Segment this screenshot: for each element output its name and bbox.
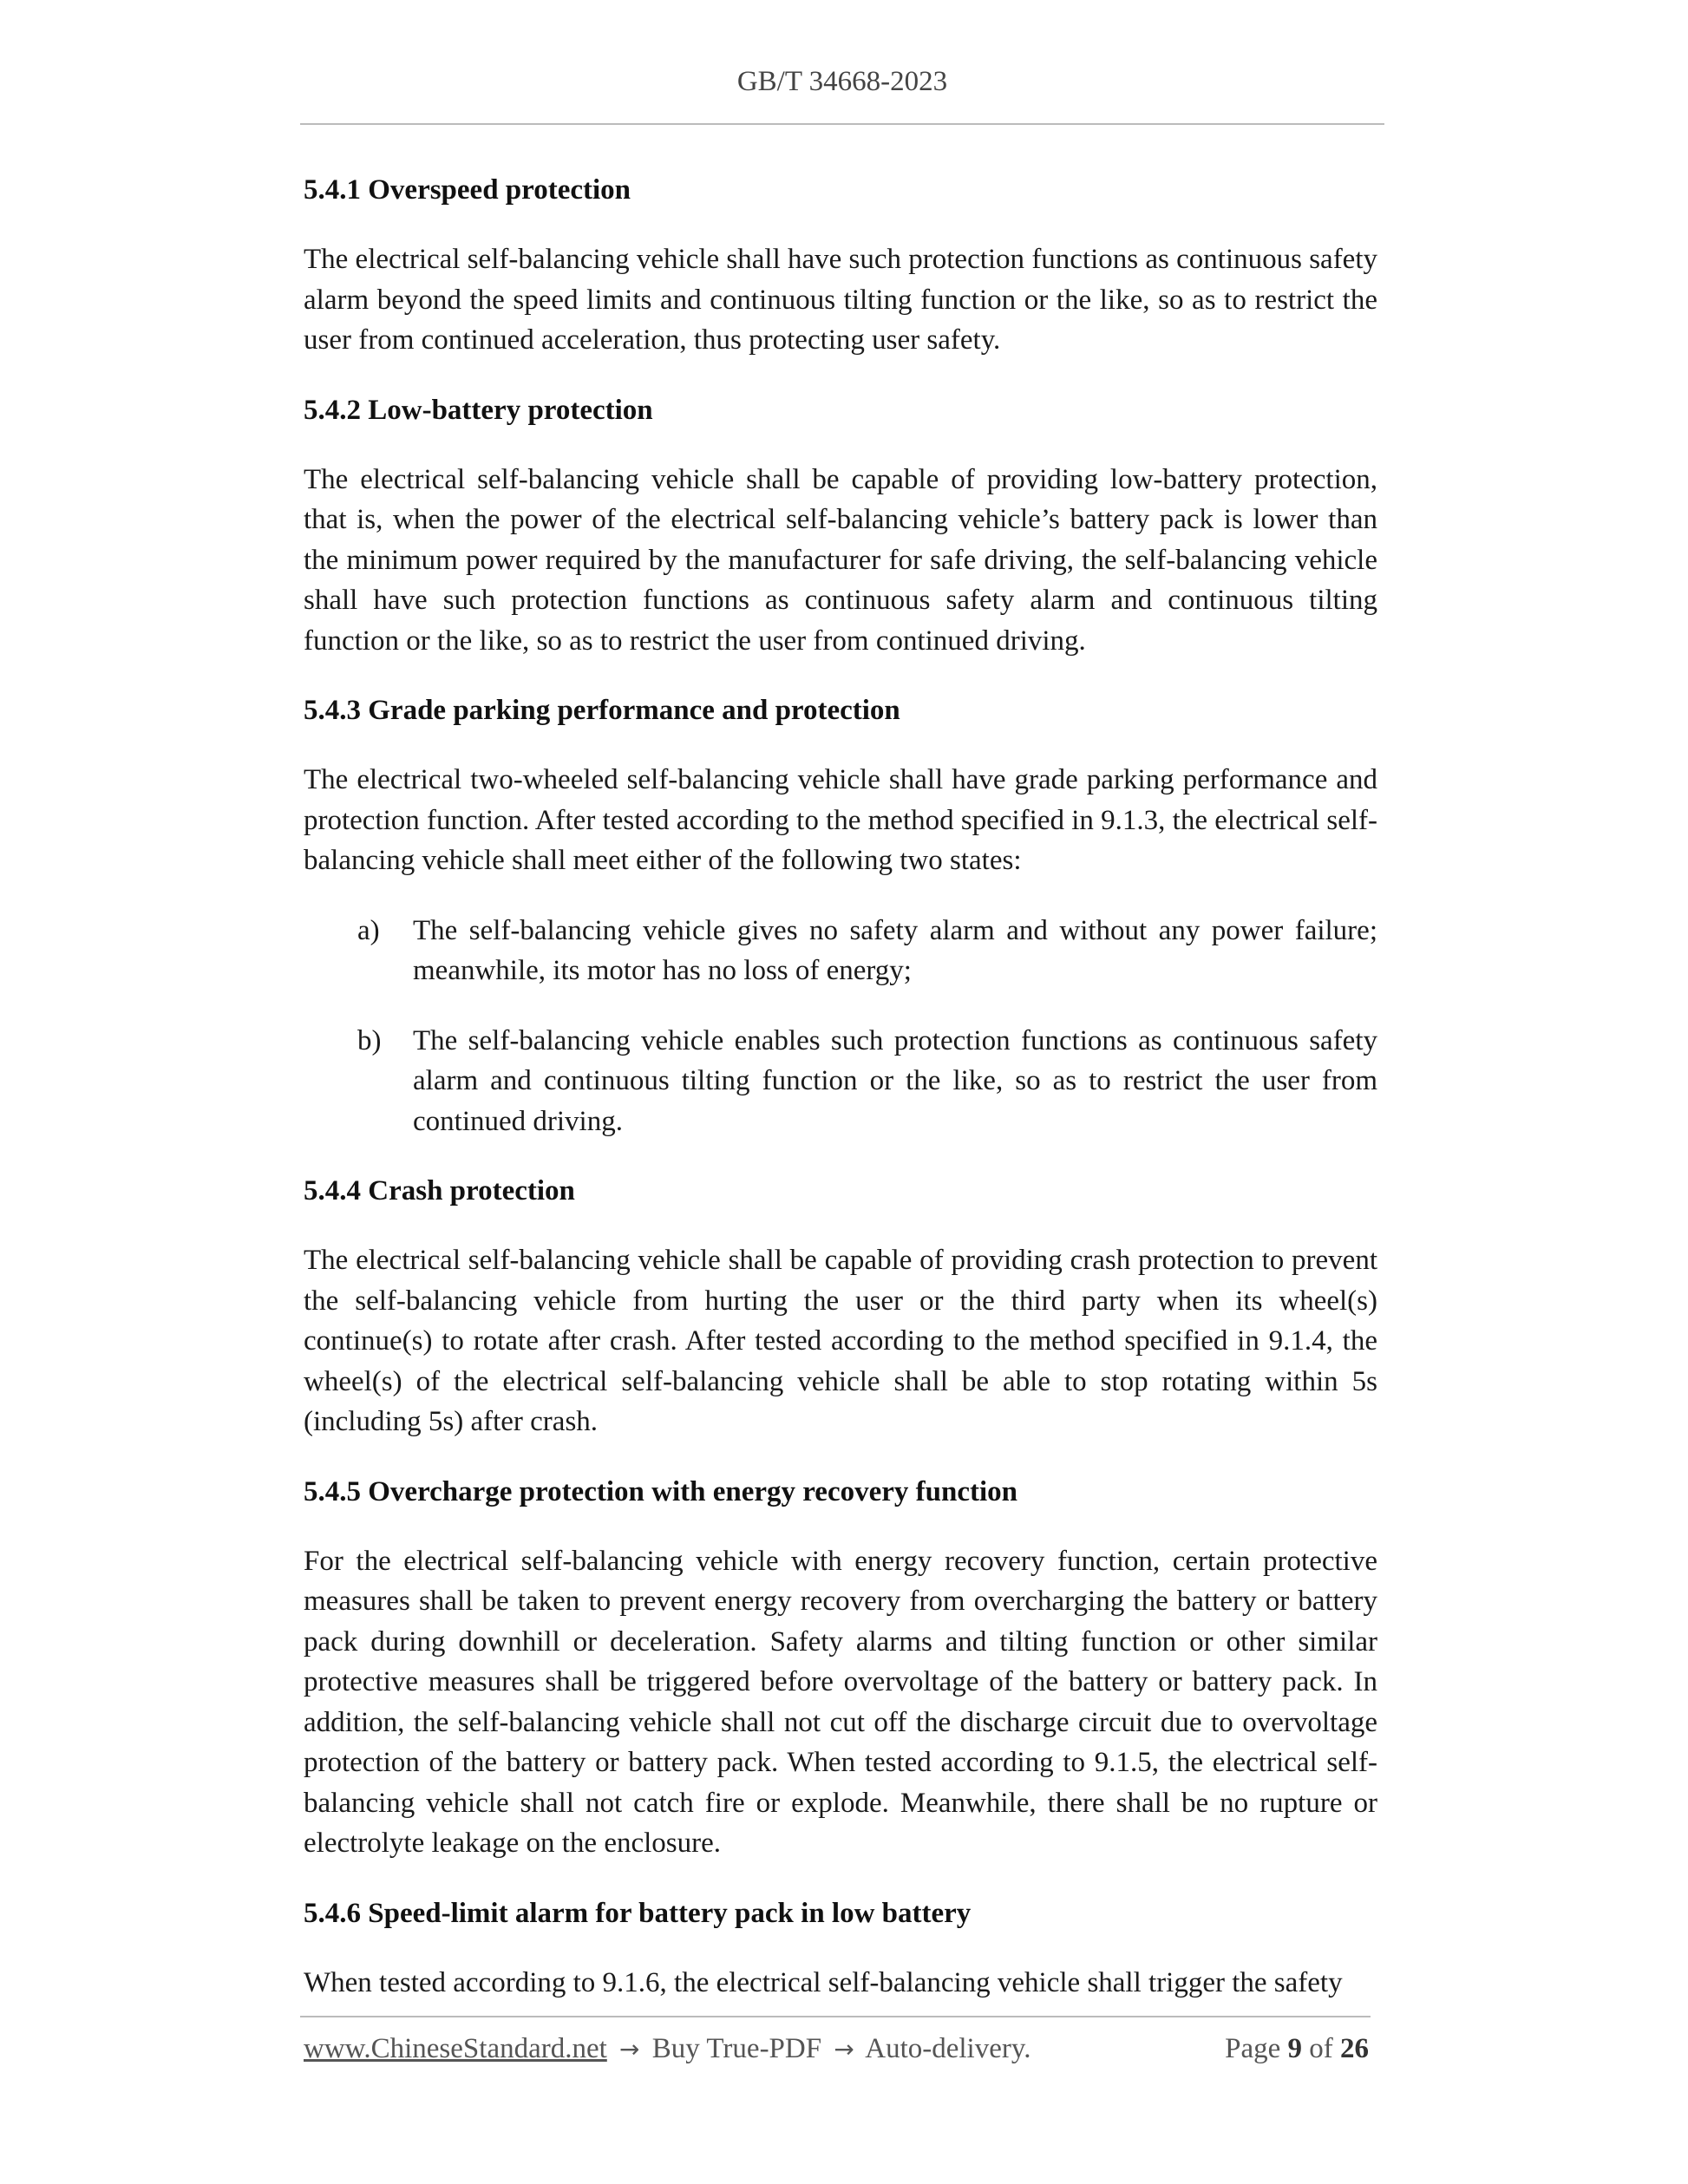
section-heading-5-4-4: 5.4.4 Crash protection xyxy=(304,1175,575,1206)
list-item-text: The self-balancing vehicle enables such protection functions as continuous safety alarm and continuous tilting function or the like, so as to restrict the user from continued driving. xyxy=(413,1024,1377,1137)
section-paragraph: When tested according to 9.1.6, the electrical self-balancing vehicle shall trigger the safety xyxy=(304,1966,1343,1998)
section-heading-5-4-3: 5.4.3 Grade parking performance and protection xyxy=(304,695,900,726)
delivery-text: Auto-delivery. xyxy=(865,2033,1031,2064)
section-paragraph: The electrical self-balancing vehicle shall be capable of providing low-battery protection, that is, when the power of the electrical self-balancing vehicle’s battery pack is lower than the minimum power required by the manufacturer for safe driving, the self-balancing vehicle shall have such protection functions as continuous safety alarm and continuous tilting function or the like, so as to restrict the user from continued driving. xyxy=(304,463,1377,657)
section-heading-5-4-2: 5.4.2 Low-battery protection xyxy=(304,394,653,426)
list-marker: b) xyxy=(357,1024,382,1056)
list-marker: a) xyxy=(357,914,380,946)
section-heading-5-4-6: 5.4.6 Speed-limit alarm for battery pack in low battery xyxy=(304,1897,972,1929)
buy-text: Buy True-PDF xyxy=(651,2033,822,2064)
document-id-header: GB/T 34668-2023 xyxy=(736,66,948,97)
section-heading-5-4-1: 5.4.1 Overspeed protection xyxy=(304,174,631,206)
of-word: of xyxy=(1309,2033,1333,2064)
arrow-right-icon: → xyxy=(619,2035,640,2063)
section-paragraph: For the electrical self-balancing vehicle with energy recovery function, certain protective measures shall be taken to prevent energy recovery from overcharging the battery or battery pack during downhill or deceleration. Safety alarms and tilting function or other similar protective measures shall be triggered before overvoltage of the battery or battery pack. In addition, the self-balancing vehicle shall not cut off the discharge circuit due to overvoltage protection of the battery or battery pack. When tested according to 9.1.5, the electrical self-balancing vehicle shall not catch fire or explode. Meanwhile, there shall be no rupture or electrolyte leakage on the enclosure. xyxy=(304,1545,1377,1859)
footer-divider xyxy=(300,2016,1371,2017)
section-paragraph: The electrical self-balancing vehicle shall have such protection functions as continuous safety alarm beyond the speed limits and continuous tilting function or the like, so as to restrict the user from continued acceleration, thus protecting user safety. xyxy=(304,244,1377,356)
page-number xyxy=(1225,2033,1369,2065)
page-total: 26 xyxy=(1340,2033,1369,2064)
footer-promo xyxy=(304,2033,1030,2065)
document-body xyxy=(304,170,1377,2032)
list-item-text: The self-balancing vehicle gives no safety alarm and without any power failure; meanwhile, its motor has no loss of energy; xyxy=(413,914,1377,986)
page-current: 9 xyxy=(1287,2033,1302,2064)
header-divider xyxy=(300,123,1384,125)
list-item xyxy=(304,1021,1377,1142)
section-heading-5-4-5: 5.4.5 Overcharge protection with energy recovery function xyxy=(304,1475,1017,1507)
section-paragraph: The electrical two-wheeled self-balancing vehicle shall have grade parking performance and protection function. After tested according to the method specified in 9.1.3, the electrical self-balancing vehicle shall meet either of the following two states: xyxy=(304,764,1377,876)
page-footer xyxy=(304,2033,1369,2065)
site-link[interactable]: www.ChineseStandard.net xyxy=(304,2033,607,2064)
arrow-right-icon: → xyxy=(834,2035,854,2063)
page-word: Page xyxy=(1225,2033,1281,2064)
list-item xyxy=(304,911,1377,991)
section-paragraph: The electrical self-balancing vehicle shall be capable of providing crash protection to prevent the self-balancing vehicle from hurting the user or the third party when its wheel(s) continue(s) to rotate after crash. After tested according to the method specified in 9.1.4, the wheel(s) of the electrical self-balancing vehicle shall be able to stop rotating within 5s (including 5s) after crash. xyxy=(304,1245,1377,1437)
